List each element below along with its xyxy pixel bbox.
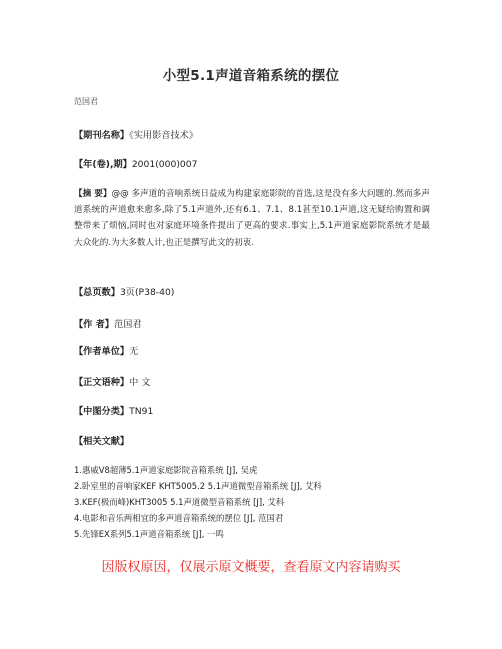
author-field [74, 316, 142, 330]
author-label: 【作 者】 [74, 319, 114, 330]
journal-value: 《实用影音技术》 [129, 130, 199, 141]
journal-label: 【期刊名称】 [74, 130, 130, 141]
language-label: 【正文语种】 [74, 377, 130, 388]
language-value: 中 文 [129, 377, 151, 388]
class-value: TN91 [129, 406, 154, 417]
abstract-label: 【摘 要】 [74, 189, 112, 199]
unit-label: 【作者单位】 [74, 346, 130, 357]
reference-item[interactable]: 4.电影和音乐两相宜的多声道音箱系统的摆位 [J], 范国君 [74, 513, 284, 523]
reference-item[interactable]: 5.先锋EX系列5.1声道音箱系统 [J], 一鸣 [74, 529, 224, 539]
copyright-notice[interactable]: 因版权原因，仅展示原文概要，查看原文内容请购买 [101, 560, 401, 575]
year-label: 【年(卷),期】 [74, 159, 132, 170]
year-field [74, 156, 197, 170]
author-byline: 范国君 [74, 97, 98, 106]
unit-value: 无 [129, 346, 139, 357]
pages-value: 3页(P38-40) [119, 287, 175, 298]
reference-item[interactable]: 1.惠威V8超薄5.1声道家庭影院音箱系统 [J], 吴虎 [74, 465, 258, 475]
unit-field [74, 343, 138, 357]
abstract-text: @@ 多声道的音响系统日益成为构建家庭影院的首选,这是没有多大问题的.然而多声道系统的声道愈来愈多,除了5.1声道外,还有6.1、7.1、8.1甚至10.1声道,这无疑给购置和调整带来了烦恼,同时也对家庭环境条件提出了更高的要求.事实上,5.1声道家庭影院系统才是最大众化的.为大多数人计,也正是撰写此文的初衷. [74, 189, 430, 248]
year-value: 2001(000)007 [131, 159, 198, 170]
pages-field [74, 284, 174, 298]
class-field [74, 403, 153, 417]
reference-item[interactable]: 3.KEF(极而峰)KHT3005 5.1声道微型音箱系统 [J], 艾科 [74, 497, 285, 507]
pages-label: 【总页数】 [74, 287, 120, 298]
journal-field [74, 127, 198, 141]
language-field [74, 374, 150, 388]
reference-list [74, 462, 322, 542]
refs-label: 【相关文献】 [74, 436, 130, 447]
class-label: 【中图分类】 [74, 406, 130, 417]
abstract-block [74, 186, 430, 251]
related-refs-heading [74, 433, 129, 447]
reference-item[interactable]: 2.卧室里的音响家KEF KHT5005.2 5.1声道微型音箱系统 [J], 艾科 [74, 481, 322, 491]
document-title: 小型5.1声道音箱系统的摆位 [162, 68, 340, 84]
author-value: 范国君 [113, 319, 142, 330]
